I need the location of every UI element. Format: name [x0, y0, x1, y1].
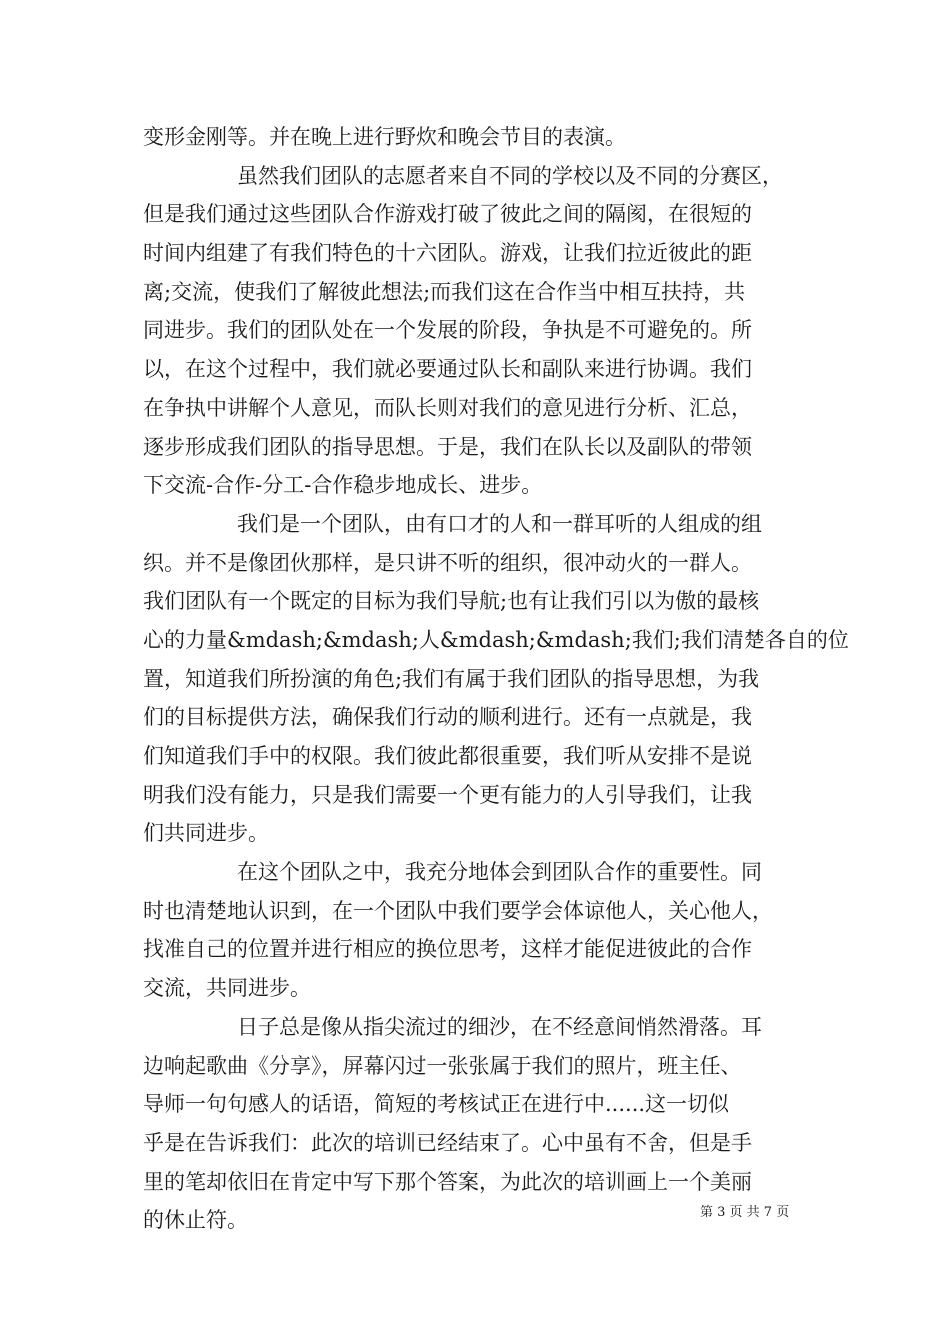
paragraph — [143, 118, 819, 157]
text-line: 明我们没有能力，只是我们需要一个更有能力的人引导我们，让我 — [143, 782, 752, 807]
document-body — [143, 118, 849, 1240]
text-line: 找准自己的位置并进行相应的换位思考，这样才能促进彼此的合作 — [143, 937, 752, 962]
text-line: 在这个团队之中，我充分地体会到团队合作的重要性。同 — [237, 860, 762, 885]
text-line: 们知道我们手中的权限。我们彼此都很重要，我们听从安排不是说 — [143, 744, 752, 768]
text-line: 在争执中讲解个人意见，而队长则对我们的意见进行分析、汇总， — [143, 395, 752, 420]
text-line: 交流，共同进步。 — [143, 976, 311, 1001]
text-line: 心的力量&mdash;&mdash;人&mdash;&mdash;我们;我们清楚各自的位 — [143, 627, 849, 652]
text-line: 织。并不是像团伙那样，是只讲不听的组织，很冲动火的一群人。 — [143, 550, 752, 575]
text-line: 以，在这个过程中，我们就必要通过队长和副队来进行协调。我们 — [143, 357, 752, 382]
text-line: 下交流-合作-分工-合作稳步地成长、进步。 — [143, 473, 543, 498]
text-line: 导师一句句感人的话语，简短的考核试正在进行中......这一切似 — [143, 1092, 730, 1117]
text-line: 离;交流，使我们了解彼此想法;而我们这在合作当中相互扶持，共 — [143, 279, 746, 304]
text-line: 但是我们通过这些团队合作游戏打破了彼此之间的隔阂，在很短的 — [143, 202, 752, 227]
text-line: 日子总是像从指尖流过的细沙，在不经意间悄然滑落。耳 — [237, 1014, 762, 1039]
page-number-footer: 第 3 页 共 7 页 — [700, 1205, 790, 1220]
text-line: 们的目标提供方法，确保我们行动的顺利进行。还有一点就是，我 — [143, 705, 752, 730]
text-line: 置，知道我们所扮演的角色;我们有属于我们团队的指导思想，为我 — [143, 666, 760, 691]
text-line: 时间内组建了有我们特色的十六团队。游戏，让我们拉近彼此的距 — [143, 241, 752, 266]
paragraph — [143, 505, 849, 853]
paragraph — [143, 853, 819, 1008]
text-line: 里的笔却依旧在肯定中写下那个答案，为此次的培训画上一个美丽 — [143, 1169, 752, 1194]
text-line: 逐步形成我们团队的指导思想。于是，我们在队长以及副队的带领 — [143, 434, 752, 459]
paragraph — [143, 157, 819, 505]
text-line: 时也清楚地认识到，在一个团队中我们要学会体谅他人，关心他人， — [143, 898, 773, 923]
text-line: 我们团队有一个既定的目标为我们导航;也有让我们引以为傲的最核 — [143, 589, 760, 614]
text-line: 边响起歌曲《分享》，屏幕闪过一张张属于我们的照片，班主任、 — [143, 1053, 742, 1078]
text-line: 们共同进步。 — [143, 821, 269, 846]
text-line: 虽然我们团队的志愿者来自不同的学校以及不同的分赛区， — [237, 163, 783, 188]
text-line: 乎是在告诉我们：此次的培训已经结束了。心中虽有不舍，但是手 — [143, 1130, 752, 1155]
text-line: 我们是一个团队，由有口才的人和一群耳听的人组成的组 — [237, 511, 762, 536]
text-line: 同进步。我们的团队处在一个发展的阶段，争执是不可避免的。所 — [143, 318, 752, 343]
text-line: 变形金刚等。并在晚上进行野炊和晚会节目的表演。 — [143, 125, 626, 149]
text-line: 的休止符。 — [143, 1208, 248, 1233]
